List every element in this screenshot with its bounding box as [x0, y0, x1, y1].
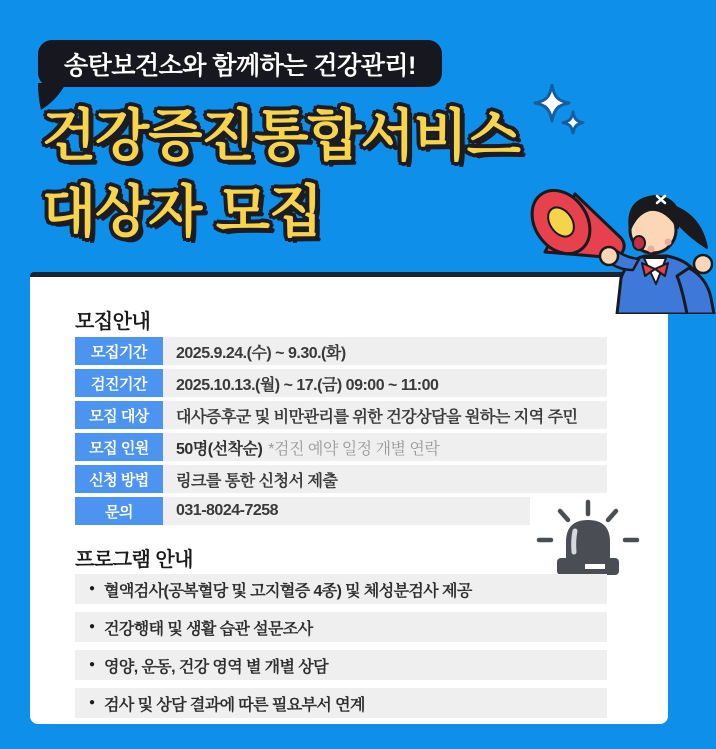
table-row	[75, 497, 607, 525]
page-title-line2: 대상자 모집	[42, 180, 323, 244]
list-item-text: 검사 및 상담 결과에 따른 필요부서 연계	[104, 696, 365, 714]
bullet-dot: ●	[89, 621, 96, 632]
list-item	[75, 688, 607, 718]
row-value: 대사증후군 및 비만관리를 위한 건강상담을 원하는 지역 주민	[176, 408, 578, 426]
program-list	[75, 574, 607, 726]
row-label: 신청 방법	[75, 465, 163, 493]
list-item-text: 영양, 운동, 건강 영역 별 개별 상담	[104, 658, 328, 676]
list-item-text: 혈액검사(공복혈당 및 고지혈증 4종) 및 체성분검사 제공	[104, 582, 472, 600]
row-value	[163, 433, 439, 461]
page-title	[42, 98, 520, 250]
bullet-dot: ●	[89, 583, 96, 594]
row-value: 2025.10.13.(월) ~ 17.(금) 09:00 ~ 11:00	[176, 376, 439, 394]
list-item	[75, 612, 607, 642]
info-card	[30, 272, 668, 724]
list-item-text: 건강행태 및 생활 습관 설문조사	[104, 620, 313, 638]
row-value-note: *검진 예약 일정 개별 연락	[268, 440, 440, 458]
list-item	[75, 650, 607, 680]
row-label: 모집 대상	[75, 401, 163, 429]
list-item	[75, 574, 607, 604]
recruit-table	[75, 337, 607, 529]
row-label: 문의	[75, 497, 163, 525]
table-row	[75, 465, 607, 493]
bullet-dot: ●	[89, 659, 96, 670]
row-value: 031-8024-7258	[176, 502, 279, 519]
megaphone-girl-illustration	[505, 166, 716, 314]
row-value: 링크를 통한 신청서 제출	[176, 472, 338, 490]
row-label: 검진기간	[75, 369, 163, 397]
row-label: 모집 인원	[75, 433, 163, 461]
sparkle-icon	[531, 84, 589, 140]
table-row	[75, 369, 607, 397]
row-label: 모집기간	[75, 337, 163, 365]
table-row	[75, 401, 607, 429]
table-row	[75, 433, 607, 461]
bullet-dot: ●	[89, 697, 96, 708]
recruit-section-heading: 모집안내	[75, 311, 151, 333]
program-section-heading: 프로그램 안내	[75, 549, 193, 571]
row-value-main: 50명(선착순)	[176, 440, 263, 458]
table-row	[75, 337, 607, 365]
row-value: 2025.9.24.(수) ~ 9.30.(화)	[176, 344, 346, 362]
page-title-line1: 건강증진통합서비스	[42, 104, 520, 167]
header-badge-label: 송탄보건소와 함께하는 건강관리!	[64, 51, 416, 80]
header-badge	[38, 40, 442, 87]
